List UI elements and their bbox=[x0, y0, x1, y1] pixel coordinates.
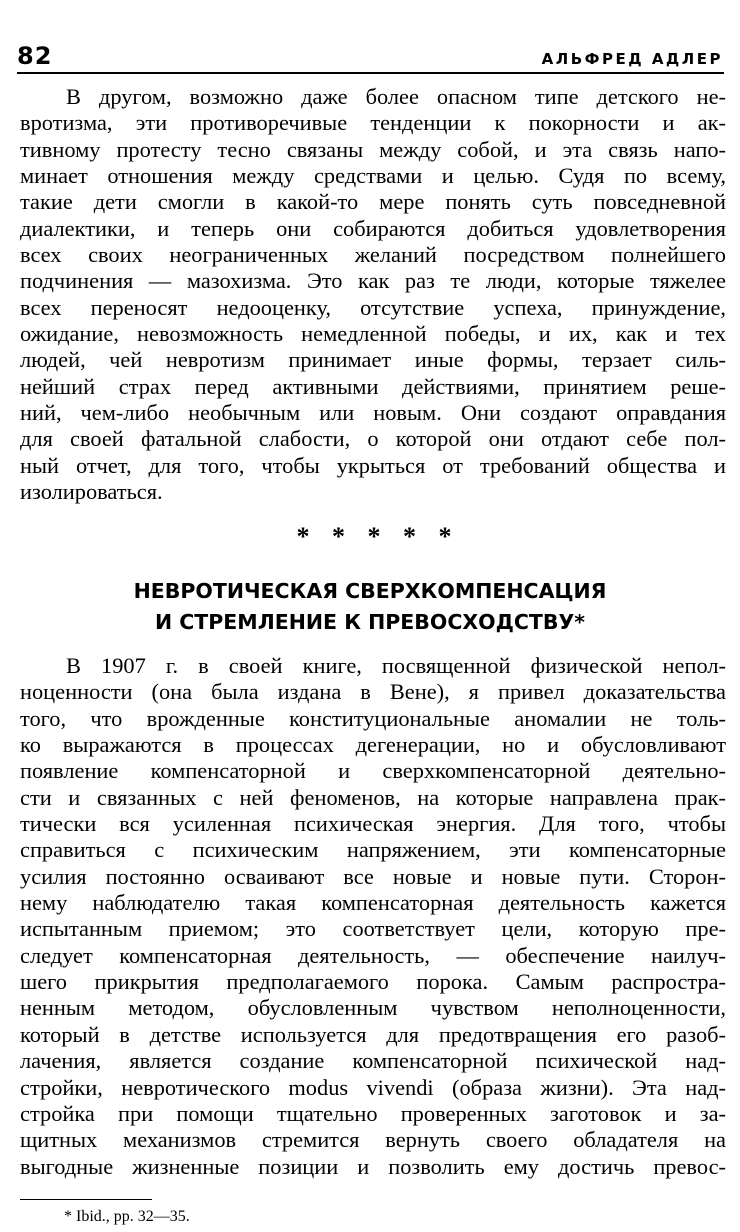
text-line: ко выражаются в процессах дегенерации, но и обусловливают bbox=[20, 732, 726, 758]
text-line: диалектики, и теперь они собираются добиться удовлетворения bbox=[20, 215, 726, 241]
text-line: ний, чем-либо необычным или новым. Они создают оправдания bbox=[20, 400, 726, 426]
text-line: щитных механизмов стремится вернуть своего обладателя на bbox=[20, 1127, 726, 1153]
text-line: сти и связанных с ней феноменов, на которые направлена прак- bbox=[20, 784, 726, 810]
text-line: подчинения — мазохизма. Это как раз те люди, которые тяжелее bbox=[20, 268, 726, 294]
text-line: выгодные жизненные позиции и позволить ему достичь превос- bbox=[20, 1153, 726, 1179]
text-line: ный отчет, для того, чтобы укрыться от требований общества и bbox=[20, 452, 726, 478]
text-line: вротизма, эти противоречивые тенденции к покорности и ак- bbox=[20, 110, 726, 136]
text-line: В другом, возможно даже более опасном типе детского не- bbox=[66, 84, 726, 109]
text-line: того, что врожденные конституциональные аномалии не толь- bbox=[20, 705, 726, 731]
text-line: людей, чей невротизм принимает иные формы, терзает силь- bbox=[20, 347, 726, 373]
running-head: АЛЬФРЕД АДЛЕР bbox=[541, 50, 723, 68]
paragraph-1 bbox=[20, 84, 726, 506]
text-line: появление компенсаторной и сверхкомпенсаторной деятельно- bbox=[20, 758, 726, 784]
section-separator: * * * * * bbox=[296, 522, 460, 551]
section-heading-line-1: НЕВРОТИЧЕСКАЯ СВЕРХКОМПЕНСАЦИЯ bbox=[133, 579, 607, 603]
text-line: нейший страх перед активными действиями, принятием реше- bbox=[20, 373, 726, 399]
text-line: тивному протесту тесно связаны между собой, и эта связь напо- bbox=[20, 136, 726, 162]
section-heading-line-2: И СТРЕМЛЕНИЕ К ПРЕВОСХОДСТВУ* bbox=[154, 610, 586, 634]
text-line: шего прикрытия предполагаемого порока. Самым распростра- bbox=[20, 969, 726, 995]
header-rule bbox=[17, 72, 724, 74]
text-line: ожидание, невозможность немедленной победы, и их, как и тех bbox=[20, 321, 726, 347]
text-line: усилия постоянно осваивают все новые и новые пути. Сторон- bbox=[20, 863, 726, 889]
text-line: минает отношения между средствами и целью. Судя по всему, bbox=[20, 163, 726, 189]
text-line: стройки, невротического modus vivendi (образа жизни). Эта над- bbox=[20, 1074, 726, 1100]
text-line: такие дети смогли в какой-то мере понять суть повседневной bbox=[20, 189, 726, 215]
footnote: * Ibid., pp. 32—35. bbox=[64, 1208, 190, 1225]
page-header bbox=[17, 40, 723, 74]
text-line: стройка при помощи тщательно проверенных заготовок и за- bbox=[20, 1100, 726, 1126]
text-line: тически вся усиленная психическая энергия. Для того, чтобы bbox=[20, 811, 726, 837]
text-line: ноценности (она была издана в Вене), я привел доказательства bbox=[20, 679, 726, 705]
text-line: нему наблюдателю такая компенсаторная деятельность кажется bbox=[20, 890, 726, 916]
page-number: 82 bbox=[17, 42, 53, 70]
text-line: лачения, является создание компенсаторной психической над- bbox=[20, 1048, 726, 1074]
text-line: испытанным приемом; это соответствует цели, которую пре- bbox=[20, 916, 726, 942]
text-line: для своей фатальной слабости, о которой они отдают себе пол- bbox=[20, 426, 726, 452]
text-line: который в детстве используется для предотвращения его разоб- bbox=[20, 1021, 726, 1047]
text-line: следует компенсаторная деятельность, — обеспечение наилуч- bbox=[20, 942, 726, 968]
paragraph-2 bbox=[20, 653, 726, 1180]
text-line: всех своих неограниченных желаний посредством полнейшего bbox=[20, 242, 726, 268]
footnote-rule bbox=[20, 1199, 152, 1200]
text-line: В 1907 г. в своей книге, посвященной физической непол- bbox=[66, 653, 726, 678]
text-line: всех переносят недооценку, отсутствие успеха, принуждение, bbox=[20, 294, 726, 320]
text-line: ненным методом, обусловленным чувством неполноценности, bbox=[20, 995, 726, 1021]
text-line: справиться с психическим напряжением, эти компенсаторные bbox=[20, 837, 726, 863]
text-line: изолироваться. bbox=[20, 479, 163, 505]
